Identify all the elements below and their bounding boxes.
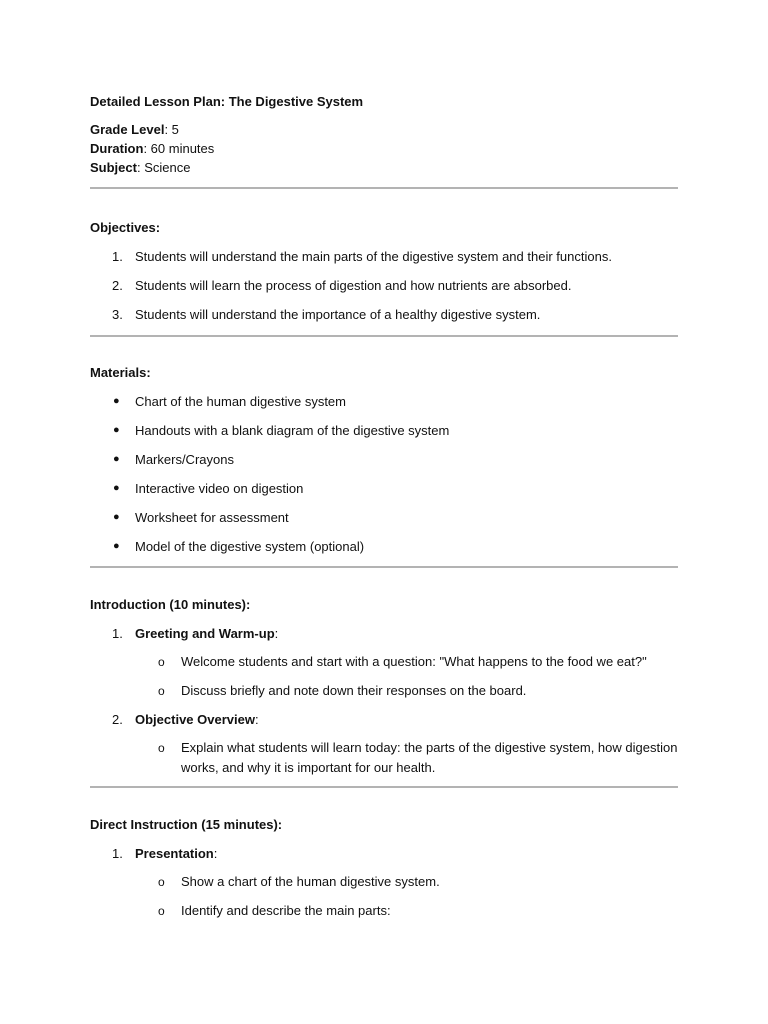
- sub-list-text: Welcome students and start with a question: "What happens to the food we eat?": [181, 654, 647, 669]
- list-text: Model of the digestive system (optional): [135, 539, 365, 554]
- direct-instruction-heading: Direct Instruction (15 minutes):: [90, 817, 283, 832]
- circle-bullet-icon: o: [158, 875, 165, 889]
- sub-list-item: [90, 681, 678, 701]
- sub-list-text-line: works, and why it is important for our health.: [181, 760, 436, 775]
- list-item: [90, 450, 678, 469]
- introduction-heading: Introduction (10 minutes):: [90, 597, 251, 612]
- meta-key: Duration: [90, 141, 144, 156]
- list-text: Worksheet for assessment: [135, 510, 289, 525]
- circle-bullet-icon: o: [158, 904, 165, 918]
- circle-bullet-icon: o: [158, 684, 165, 698]
- bullet-icon: ●: [113, 424, 120, 436]
- step-label: Greeting and Warm-up: [135, 626, 275, 641]
- sub-list-item: [90, 901, 678, 921]
- objectives-heading: Objectives:: [90, 220, 161, 235]
- meta-value: : 60 minutes: [143, 141, 215, 156]
- step-suffix: :: [274, 626, 279, 641]
- sub-list-item: [90, 652, 678, 672]
- list-item: [90, 508, 678, 527]
- sub-list-text-line: Explain what students will learn today: the parts of the digestive system, how digestion: [181, 740, 678, 755]
- list-text: [135, 624, 678, 643]
- circle-bullet-icon: o: [158, 655, 165, 669]
- bullet-icon: ●: [113, 453, 120, 465]
- section-divider: [90, 786, 678, 788]
- duration-line: [90, 139, 678, 158]
- circle-bullet-icon: o: [158, 741, 165, 755]
- list-number: 1.: [112, 249, 123, 264]
- list-text: Markers/Crayons: [135, 452, 234, 467]
- step-label: Objective Overview: [135, 712, 255, 727]
- sub-list-text: Identify and describe the main parts:: [181, 903, 391, 918]
- bullet-icon: ●: [113, 540, 120, 552]
- lesson-plan-page: [90, 92, 678, 921]
- section-divider: [90, 335, 678, 337]
- list-text: Chart of the human digestive system: [135, 394, 346, 409]
- sub-list-text: Discuss briefly and note down their responses on the board.: [181, 683, 527, 698]
- section-divider: [90, 566, 678, 568]
- sub-list-text: Show a chart of the human digestive system.: [181, 874, 440, 889]
- list-item: [90, 305, 678, 324]
- list-text: [135, 710, 678, 729]
- list-number: 1.: [112, 846, 123, 861]
- list-item: [90, 392, 678, 411]
- sub-list-item: [90, 872, 678, 892]
- subject-line: [90, 158, 678, 177]
- sub-list-text: [181, 738, 678, 778]
- list-item: [90, 537, 678, 556]
- list-item: [90, 421, 678, 440]
- step-suffix: :: [254, 712, 259, 727]
- list-number: 1.: [112, 626, 123, 641]
- meta-value: : 5: [164, 122, 179, 137]
- list-item: [90, 276, 678, 295]
- list-item: [90, 479, 678, 498]
- list-number: 2.: [112, 712, 123, 727]
- list-text: Interactive video on digestion: [135, 481, 304, 496]
- sub-list-item: [90, 738, 678, 778]
- meta-key: Grade Level: [90, 122, 165, 137]
- step-suffix: :: [213, 846, 218, 861]
- list-text: Handouts with a blank diagram of the digestive system: [135, 423, 450, 438]
- list-number: 3.: [112, 307, 123, 322]
- list-text: [135, 844, 678, 863]
- list-item: [90, 247, 678, 266]
- list-number: 2.: [112, 278, 123, 293]
- section-divider: [90, 187, 678, 189]
- meta-value: : Science: [136, 160, 191, 175]
- list-item: [90, 710, 678, 729]
- meta-key: Subject: [90, 160, 137, 175]
- list-item: [90, 624, 678, 643]
- bullet-icon: ●: [113, 395, 120, 407]
- step-label: Presentation: [135, 846, 214, 861]
- bullet-icon: ●: [113, 482, 120, 494]
- grade-level-line: [90, 120, 678, 139]
- list-text: Students will understand the importance of a healthy digestive system.: [135, 307, 541, 322]
- bullet-icon: ●: [113, 511, 120, 523]
- list-text: Students will understand the main parts of the digestive system and their functions.: [135, 249, 612, 264]
- document-title: Detailed Lesson Plan: The Digestive System: [90, 94, 364, 109]
- materials-heading: Materials:: [90, 365, 151, 380]
- meta-block: [90, 120, 678, 177]
- list-text: Students will learn the process of digestion and how nutrients are absorbed.: [135, 278, 572, 293]
- list-item: [90, 844, 678, 863]
